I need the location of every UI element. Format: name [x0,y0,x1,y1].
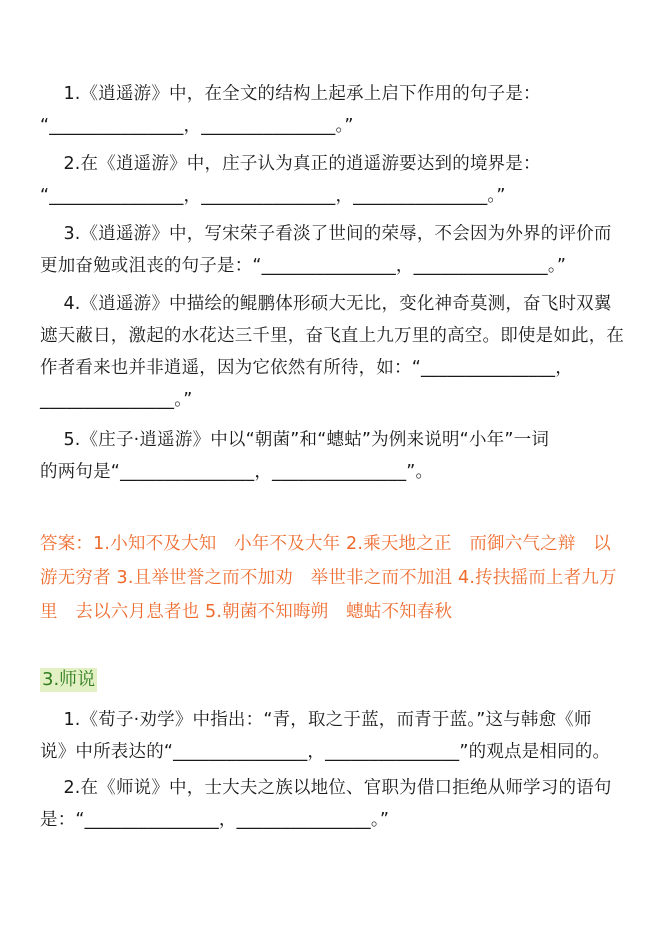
question-4-line-3: 作者看来也并非逍遥，因为它依然有所待，如：“_______________， [40,358,573,378]
question-2-line-2: “_______________，_______________，_______________。” [40,186,506,206]
answer-line-2: 游无穷者 3.且举世誉之而不加劝 举世非之而不加沮 4.抟扶摇而上者九万 [40,568,617,588]
question-3-line-2: 更加奋勉或沮丧的句子是：“_______________，_______________。” [40,256,567,276]
question-1-line-2: “_______________，_______________。” [40,116,354,136]
question-4-line-4: _______________。” [40,390,193,410]
answer-line-3: 里 去以六月息者也 5.朝菌不知晦朔 蟪蛄不知春秋 [40,602,453,622]
question-4-line-2: 遮天蔽日，激起的水花达三千里，奋飞直上九万里的高空。即使是如此，在 [40,326,625,346]
question-2-line-1: 2.在《逍遥游》中，庄子认为真正的逍遥游要达到的境界是： [40,154,541,174]
answer-line-1: 答案：1.小知不及大知 小年不及大年 2.乘天地之正 而御六气之辩 以 [40,534,611,554]
section3-question-2-line-2: 是：“_______________，_______________。” [40,810,390,830]
question-5-line-1: 5.《庄子·逍遥游》中以“朝菌”和“蟪蛄”为例来说明“小年”一词 [40,430,550,450]
section3-question-1-line-2: 说》中所表达的“_______________，_______________”的观点是相同的。 [40,742,611,762]
question-4-line-1: 4.《逍遥游》中描绘的鲲鹏体形硕大无比，变化神奇莫测，奋飞时双翼 [40,294,612,314]
section3-question-1-line-1: 1.《荀子·劝学》中指出：“青，取之于蓝，而青于蓝。”这与韩愈《师 [40,710,592,730]
question-5-line-2: 的两句是“_______________，_______________”。 [40,462,434,482]
section3-question-2-line-1: 2.在《师说》中，士大夫之族以地位、官职为借口拒绝从师学习的语句 [40,778,612,798]
question-1-line-1: 1.《逍遥游》中，在全文的结构上起承上启下作用的句子是： [40,84,541,104]
section-title: 3.师说 [42,669,96,690]
question-3-line-1: 3.《逍遥游》中，写宋荣子看淡了世间的荣辱，不会因为外界的评价而 [40,224,612,244]
